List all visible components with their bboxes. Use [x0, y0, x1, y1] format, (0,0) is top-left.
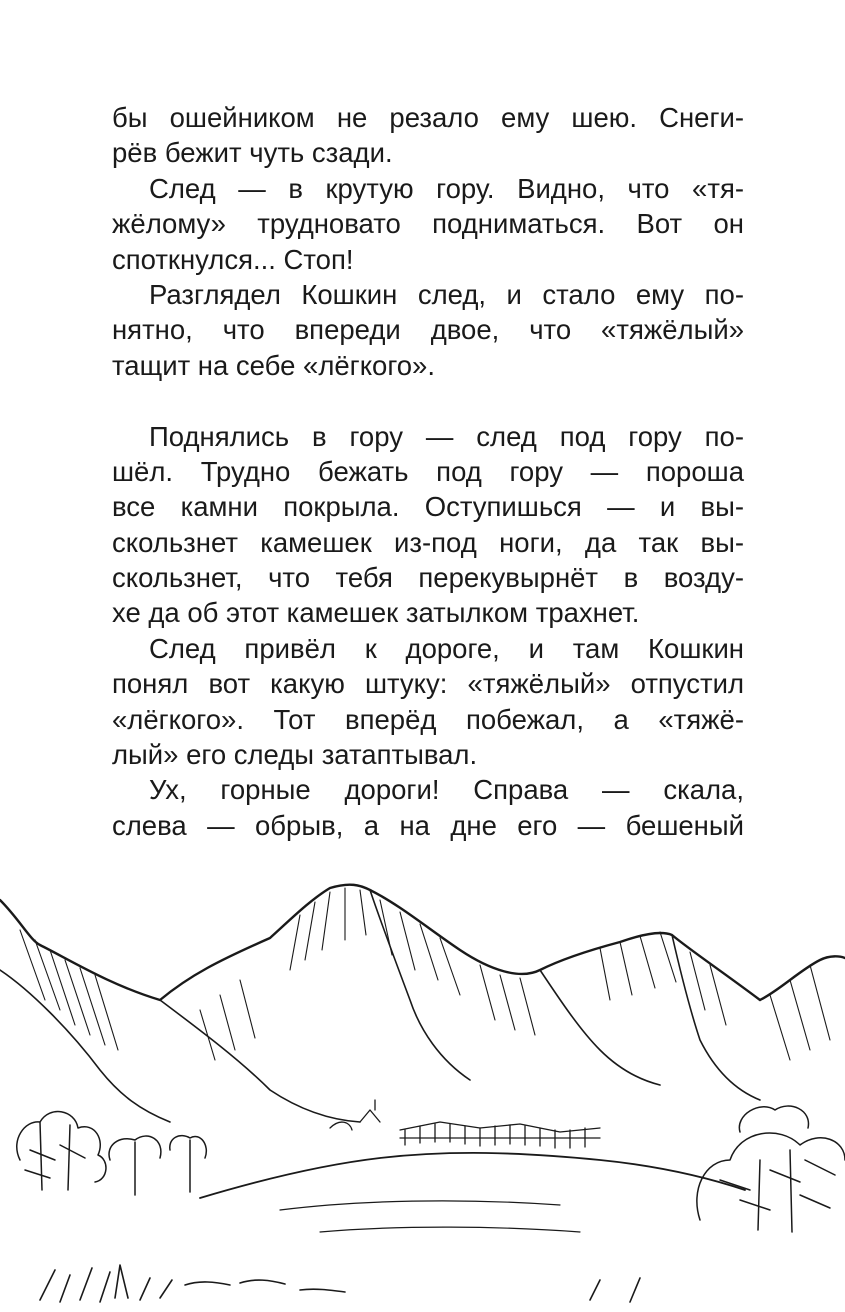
text-line: лый» его следы затаптывал. [112, 739, 478, 771]
text-line: нятно, что впереди двое, что «тяжёлый» [112, 314, 744, 346]
text-line: споткнулся... Стоп! [112, 243, 354, 275]
foreground-grass [40, 1265, 640, 1302]
paragraph [112, 419, 744, 631]
paragraph [112, 631, 744, 773]
text-line: рёв бежит чуть сзади. [112, 137, 393, 169]
slope-hatching [20, 888, 830, 1060]
mountain-ridge-secondary [672, 935, 760, 1100]
paragraph [112, 772, 744, 843]
mountain-ridge-secondary [540, 970, 660, 1085]
text-line: бы ошейником не резало ему шею. Снеги- [112, 102, 744, 133]
text-line: хе да об этот камешек затылком трахнет. [112, 597, 640, 629]
text-line: понял вот какую штуку: «тяжёлый» отпустил [112, 668, 744, 700]
paragraph [112, 100, 744, 171]
village [330, 1100, 600, 1148]
text-line: «лёгкого». Тот вперёд побежал, а «тяжё- [112, 703, 744, 735]
text-line: слева — обрыв, а на дне его — бешеный [112, 809, 744, 841]
mountain-ridge [0, 885, 845, 1000]
text-line: Поднялись в гору — след под гору по- [149, 420, 744, 452]
meadow [280, 1201, 580, 1232]
mountain-ridge-secondary [370, 890, 470, 1080]
text-line: Ух, горные дороги! Справа — скала, [149, 774, 744, 806]
mountain-ridge-secondary [0, 970, 170, 1122]
text-line: жёлому» трудновато подниматься. Вот он [112, 208, 744, 240]
text-line: тащит на себе «лёгкого». [112, 349, 435, 381]
text-line: шёл. Трудно бежать под гору — пороша [112, 455, 744, 487]
paragraph [112, 171, 744, 277]
text-line: скользнет камешек из-под ноги, да так вы- [112, 526, 744, 558]
text-line: все камни покрыла. Оступишься — и вы- [112, 491, 744, 523]
section-break [112, 383, 744, 418]
text-line: След — в крутую гору. Видно, что «тя- [149, 172, 744, 204]
trees-right [697, 1106, 845, 1232]
valley-ground [200, 1153, 745, 1198]
text-line: След привёл к дороге, и там Кошкин [149, 632, 744, 664]
text-line: Разглядел Кошкин след, и стало ему по- [149, 278, 744, 310]
trees-left [17, 1112, 207, 1195]
mountain-ridge-secondary [160, 1000, 360, 1122]
mountain-landscape-illustration [0, 860, 845, 1312]
paragraph [112, 277, 744, 383]
text-line: скользнет, что тебя перекувырнёт в возду- [112, 562, 744, 594]
page-text [112, 100, 744, 843]
